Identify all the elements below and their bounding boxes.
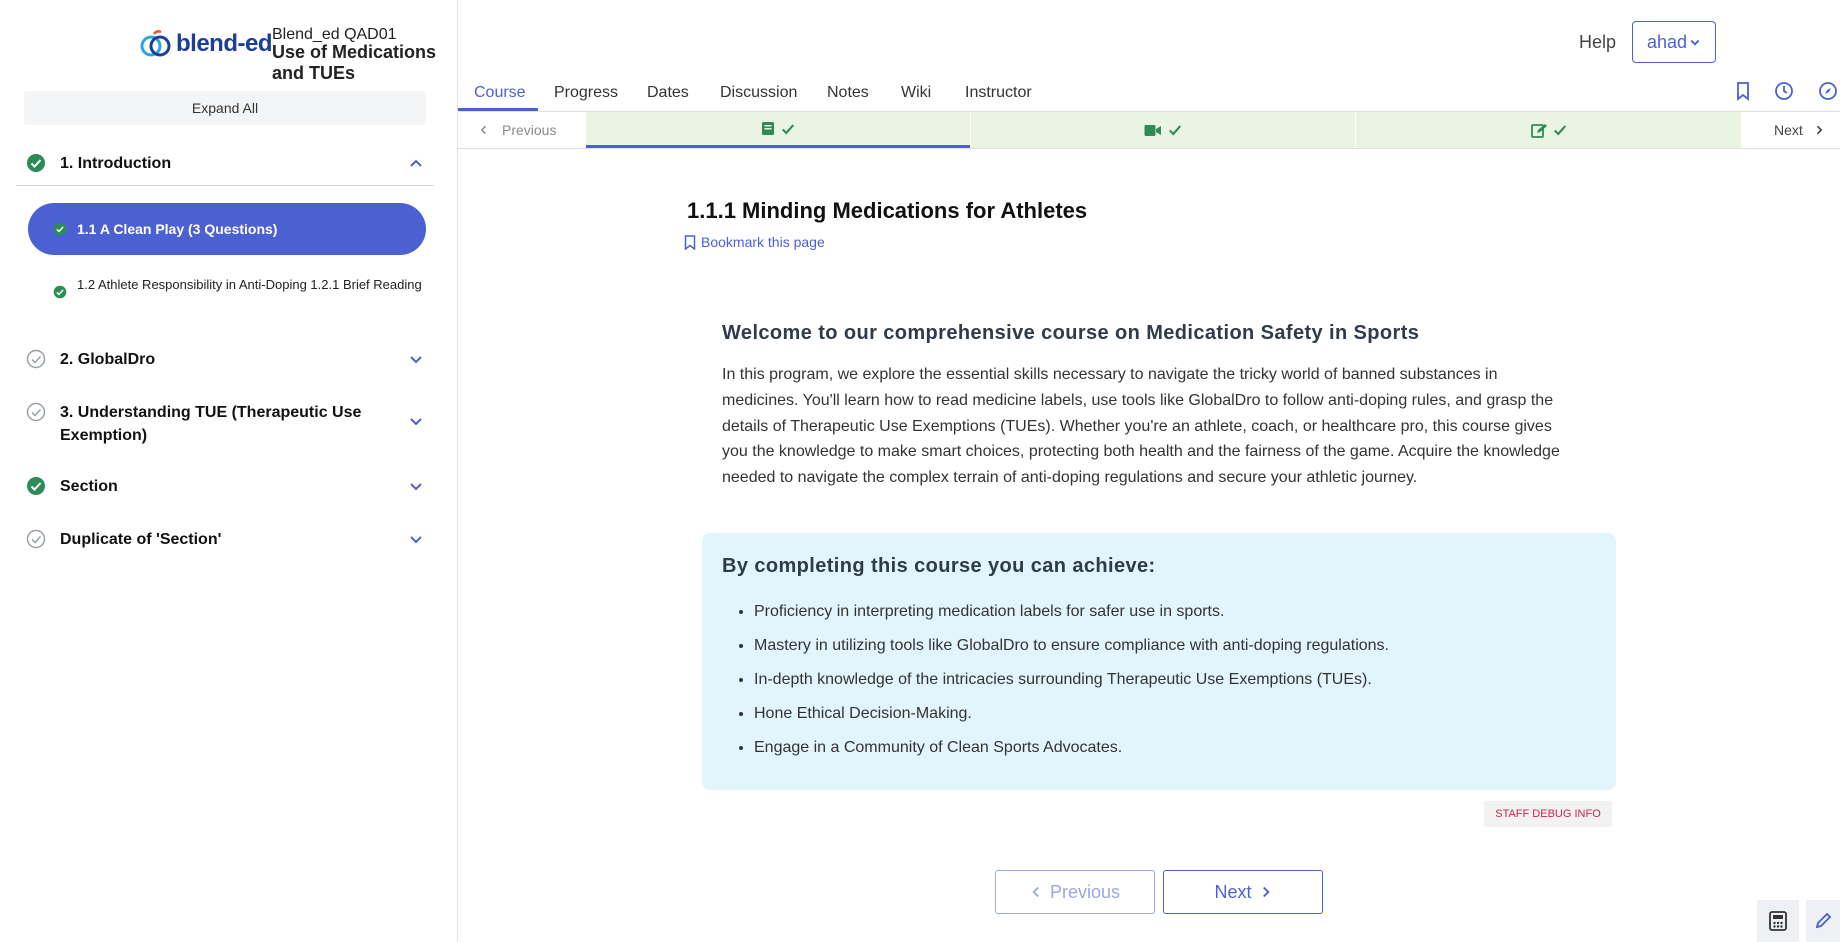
achievements-heading: By completing this course you can achieve: xyxy=(722,555,1156,577)
section-label: 3. Understanding TUE (Therapeutic Use Exemption) xyxy=(60,404,362,444)
section-understanding-tue[interactable] xyxy=(16,401,434,447)
incomplete-check-icon xyxy=(26,349,46,369)
tab-notes[interactable]: Notes xyxy=(827,84,869,101)
section-divider xyxy=(16,185,434,186)
video-icon xyxy=(1144,124,1162,137)
complete-check-icon xyxy=(26,476,46,496)
check-icon xyxy=(1553,123,1567,137)
user-menu-button[interactable] xyxy=(1632,21,1716,63)
achievements-box xyxy=(702,533,1616,790)
section-label: 1. Introduction xyxy=(60,155,172,172)
chevron-down-icon[interactable] xyxy=(408,413,424,429)
compass-icon[interactable] xyxy=(1818,81,1838,101)
tab-course[interactable]: Course xyxy=(474,84,526,101)
tab-dates[interactable]: Dates xyxy=(647,84,689,101)
chevron-down-icon[interactable] xyxy=(408,478,424,494)
unit-item[interactable] xyxy=(53,274,423,299)
chevron-down-icon xyxy=(1689,36,1701,48)
blend-ed-logo-icon xyxy=(140,30,172,58)
bookmark-icon xyxy=(684,235,696,250)
section-section[interactable] xyxy=(16,475,434,498)
user-name: ahad xyxy=(1646,31,1688,52)
section-label: Duplicate of 'Section' xyxy=(60,531,222,548)
tab-progress[interactable]: Progress xyxy=(554,84,619,101)
sequence-navigation xyxy=(458,112,1840,149)
chevron-left-icon xyxy=(1030,885,1042,899)
pencil-icon xyxy=(1814,912,1832,930)
staff-debug-info-button[interactable]: STAFF DEBUG INFO xyxy=(1484,801,1612,827)
tab-discussion[interactable]: Discussion xyxy=(720,84,798,101)
unit-label: 1.1 A Clean Play (3 Questions) xyxy=(77,221,278,237)
bookmark-page-button[interactable] xyxy=(684,234,825,250)
achievement-item: • Engage in a Community of Clean Sports Advocates. xyxy=(754,731,1389,765)
expand-all-button[interactable]: Expand All xyxy=(24,91,426,125)
section-globaldro[interactable] xyxy=(16,348,434,371)
calculator-icon xyxy=(1769,911,1787,931)
unit-title: 1.1.1 Minding Medications for Athletes xyxy=(687,198,1088,223)
previous-button-label: Previous xyxy=(1049,881,1121,902)
sequence-previous-button[interactable] xyxy=(458,112,586,148)
tab-instructor[interactable]: Instructor xyxy=(965,84,1032,101)
logo-text: blend-ed xyxy=(176,30,272,57)
bookmark-icon[interactable] xyxy=(1733,81,1753,101)
bookmark-label: Bookmark this page xyxy=(701,234,825,250)
course-title: Use of Medications and TUEs xyxy=(272,42,437,83)
complete-check-icon xyxy=(53,222,67,236)
check-icon xyxy=(1168,123,1182,137)
achievement-item: • Hone Ethical Decision-Making. xyxy=(754,697,1389,731)
tab-wiki[interactable]: Wiki xyxy=(901,84,932,101)
chevron-right-icon xyxy=(1260,885,1272,899)
achievement-item: • Proficiency in interpreting medication labels for safer use in sports. xyxy=(754,595,1389,629)
sequence-next-label: Next xyxy=(1774,122,1803,138)
incomplete-check-icon xyxy=(26,402,46,422)
help-link[interactable]: Help xyxy=(1579,32,1617,52)
welcome-paragraph: In this program, we explore the essential skills necessary to navigate the tricky world of banned substances in medicines. You'll learn how to read medicine labels, use tools like GlobalDro to follow anti-doping rules, and grasp the details of Therapeutic Use Exemptions (TUEs). Whether you're an athlete, coach, or healthcare pro, this course gives you the knowledge to make smart choices, protecting both health and the fairness of the game. Acquire the knowledge needed to navigate the complex terrain of anti-doping regulations and secure your athletic journey. xyxy=(722,366,1560,487)
next-button[interactable] xyxy=(1163,870,1323,914)
section-label: Section xyxy=(60,478,118,495)
previous-button[interactable] xyxy=(995,870,1155,914)
course-tabs xyxy=(458,73,1840,112)
check-icon xyxy=(781,122,795,136)
chevron-down-icon[interactable] xyxy=(408,351,424,367)
calculator-button[interactable] xyxy=(1757,900,1799,942)
welcome-heading: Welcome to our comprehensive course on Medication Safety in Sports xyxy=(722,322,1420,344)
section-label: 2. GlobalDro xyxy=(60,351,156,368)
section-introduction[interactable] xyxy=(16,152,434,175)
chevron-left-icon xyxy=(478,124,490,136)
sequence-item-problem[interactable] xyxy=(1356,112,1741,148)
chevron-down-icon[interactable] xyxy=(408,531,424,547)
complete-check-icon xyxy=(53,285,67,299)
chevron-up-icon[interactable] xyxy=(408,155,424,171)
achievement-item: • In-depth knowledge of the intricacies surrounding Therapeutic Use Exemptions (TUEs). xyxy=(754,663,1389,697)
sequence-item-book[interactable] xyxy=(586,112,970,148)
unit-label: 1.2 Athlete Responsibility in Anti-Doping 1.2.1 Brief Reading xyxy=(77,277,422,292)
blend-ed-logo[interactable] xyxy=(140,30,272,58)
section-duplicate[interactable] xyxy=(16,528,434,551)
notes-edit-button[interactable] xyxy=(1806,900,1840,942)
sequence-previous-label: Previous xyxy=(502,122,557,138)
book-icon xyxy=(761,121,775,136)
course-outline-sidebar xyxy=(0,0,458,942)
unit-item-active[interactable] xyxy=(28,203,426,255)
achievement-item: • Mastery in utilizing tools like GlobalDro to ensure compliance with anti-doping regulations. xyxy=(754,629,1389,663)
next-button-label: Next xyxy=(1214,881,1252,902)
clock-icon[interactable] xyxy=(1774,81,1794,101)
chevron-right-icon xyxy=(1813,124,1825,136)
course-org: Blend_ed QAD01 xyxy=(272,26,397,43)
achievements-list xyxy=(722,595,1389,765)
sequence-next-button[interactable] xyxy=(1742,112,1840,148)
edit-icon xyxy=(1531,123,1547,138)
sequence-item-video[interactable] xyxy=(971,112,1355,148)
complete-check-icon xyxy=(26,153,46,173)
incomplete-check-icon xyxy=(26,529,46,549)
active-tab-indicator xyxy=(458,108,538,111)
